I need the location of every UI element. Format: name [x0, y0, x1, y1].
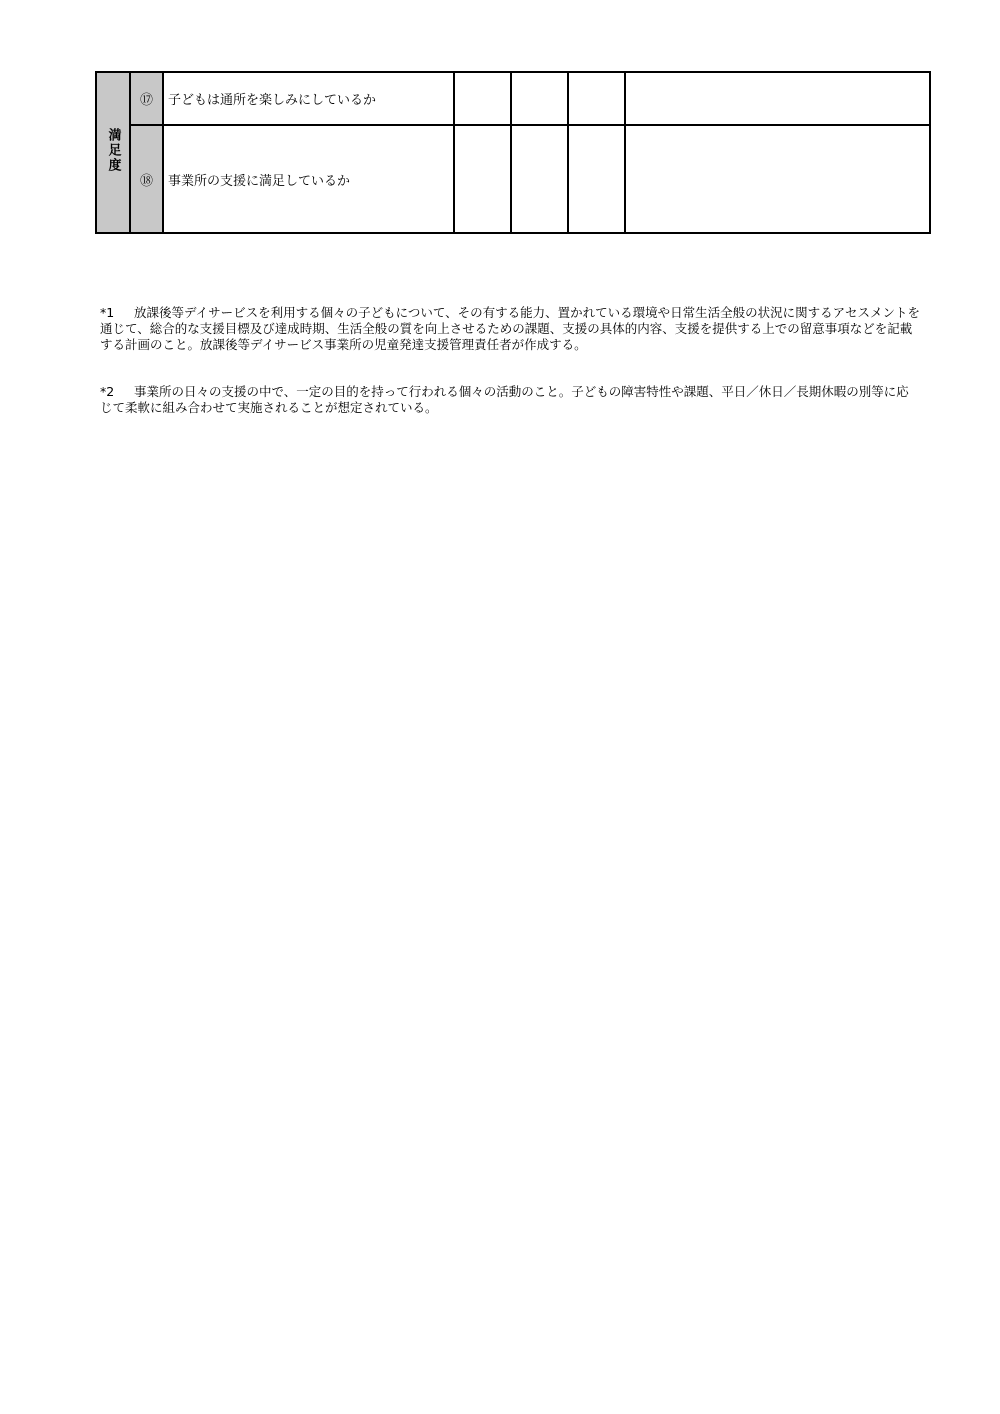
answer-no-cell[interactable] — [568, 125, 625, 233]
answer-yes-cell[interactable] — [454, 125, 511, 233]
question-number: ⑰ — [130, 72, 163, 125]
question-number: ⑱ — [130, 125, 163, 233]
answer-no-cell[interactable] — [568, 72, 625, 125]
comment-cell[interactable] — [625, 125, 930, 233]
satisfaction-table — [95, 71, 931, 234]
answer-unsure-cell[interactable] — [511, 72, 568, 125]
footnote-text: 放課後等デイサービスを利用する個々の子どもについて、その有する能力、置かれている環境や日常生活全般の状況に関するアセスメントを通じて、総合的な支援目標及び達成時期、生活全般の質を向上させるための課題、支援の具体的内容、支援を提供する上での留意事項などを記載する計画のこと。放課後等デイサービス事業所の児童発達支援管理責任者が作成する。 — [100, 305, 921, 352]
comment-cell[interactable] — [625, 72, 930, 125]
footnote-1 — [100, 305, 920, 353]
category-label: 満足度 — [105, 128, 121, 173]
footnote-2 — [100, 384, 920, 416]
question-text: 事業所の支援に満足しているか — [163, 125, 454, 233]
answer-yes-cell[interactable] — [454, 72, 511, 125]
footnote-marker: *2 — [100, 384, 115, 399]
footnote-marker: *1 — [100, 305, 115, 320]
table-row — [96, 125, 930, 233]
footnote-text: 事業所の日々の支援の中で、一定の目的を持って行われる個々の活動のこと。子どもの障害特性や課題、平日／休日／長期休暇の別等に応じて柔軟に組み合わせて実施されることが想定されている。 — [100, 384, 909, 415]
question-text: 子どもは通所を楽しみにしているか — [163, 72, 454, 125]
table-row — [96, 72, 930, 125]
answer-unsure-cell[interactable] — [511, 125, 568, 233]
category-cell — [96, 72, 130, 233]
